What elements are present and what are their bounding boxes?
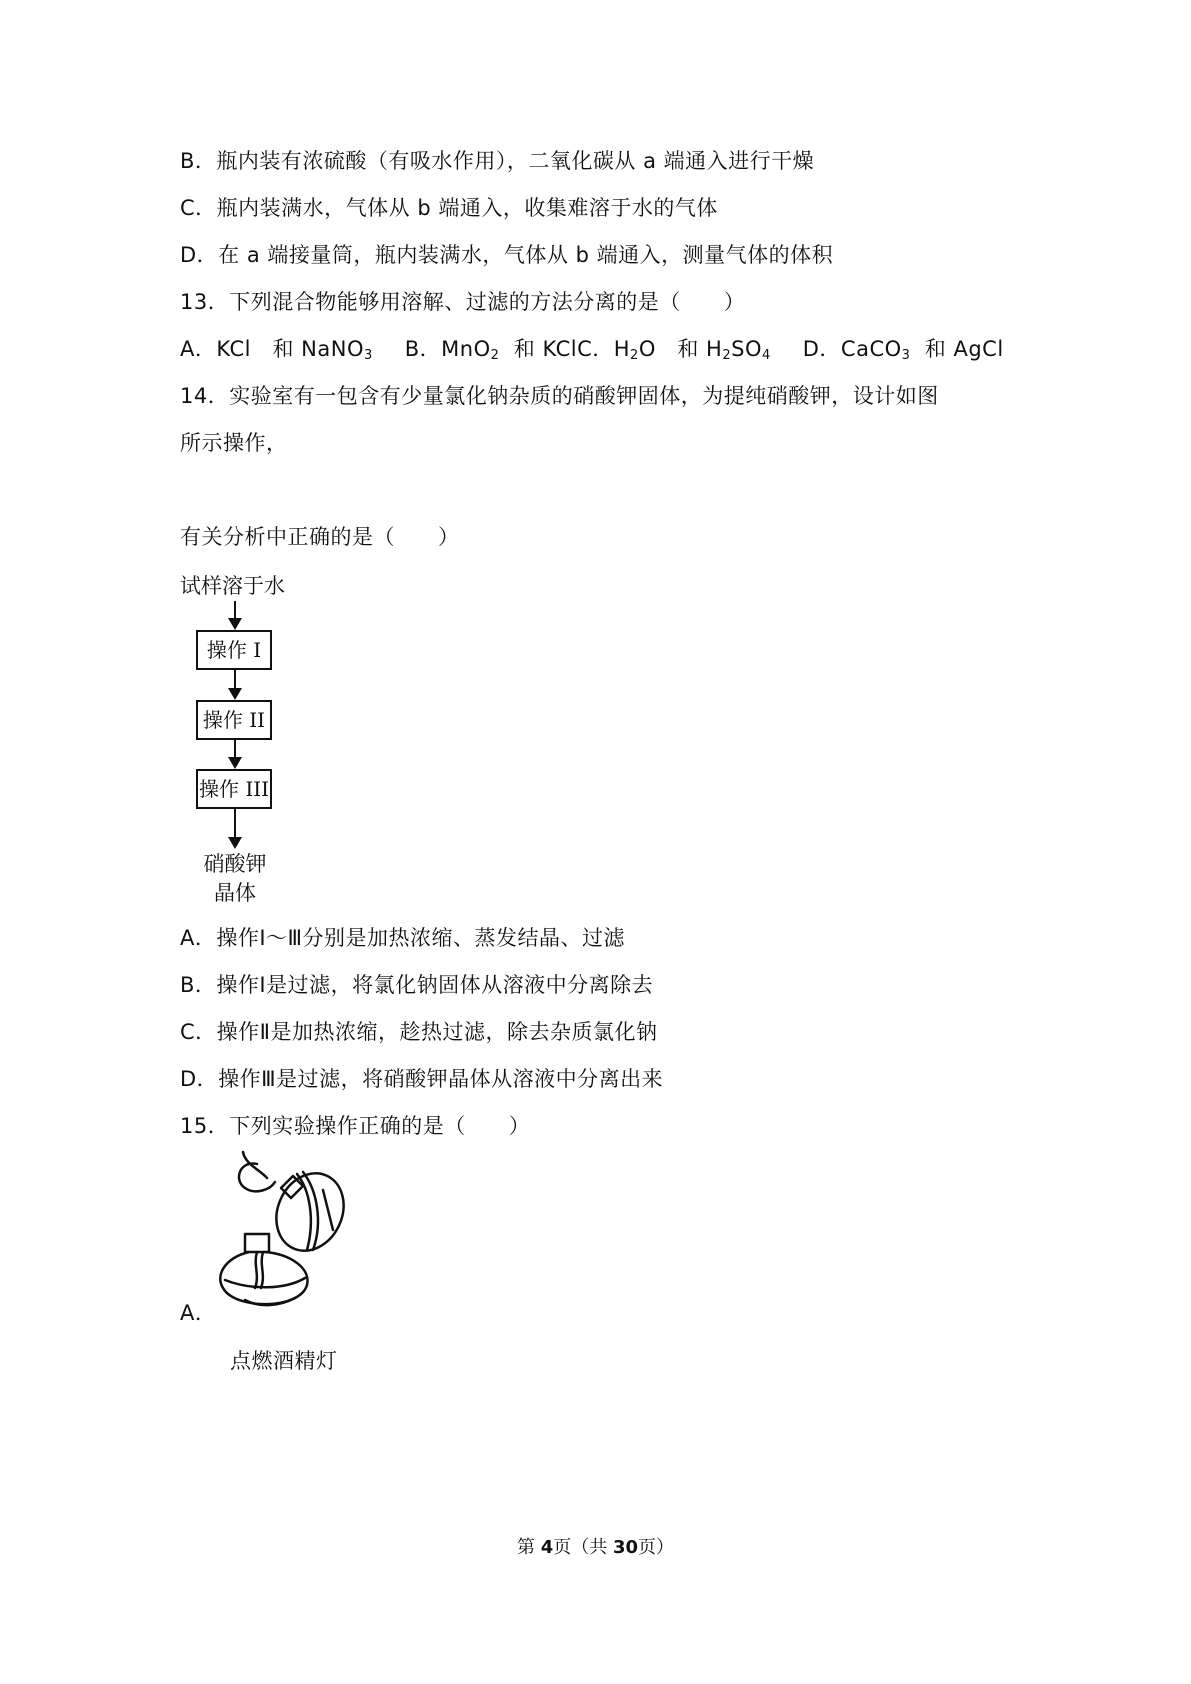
- q13-options: [180, 334, 1004, 371]
- q15-option-a-caption: 点燃酒精灯: [230, 1349, 338, 1373]
- q13-option-d: D．CaCO$_3$ 和 AgCl: [802, 337, 1004, 363]
- flow-step-3: 操作 III: [196, 769, 272, 809]
- flow-end-label: 硝酸钾 晶体: [203, 852, 267, 905]
- q14-option-c: C．操作Ⅱ是加热浓缩，趁热过滤，除去杂质氯化钠: [180, 1020, 658, 1044]
- flow-step-2: 操作 II: [196, 700, 272, 740]
- flow-arrow-2: [234, 670, 236, 690]
- alcohol-lamp-illustration: [215, 1150, 365, 1320]
- flow-step-1: 操作 I: [196, 630, 272, 670]
- q14-option-b: B．操作Ⅰ是过滤，将氯化钠固体从溶液中分离除去: [180, 973, 654, 997]
- flow-start-label: 试样溶于水: [180, 574, 285, 598]
- q12-option-b: B．瓶内装有浓硫酸（有吸水作用），二氧化碳从 a 端通入进行干燥: [180, 149, 815, 173]
- footer-total-pages: 30: [612, 1537, 639, 1558]
- q13-stem: 13．下列混合物能够用溶解、过滤的方法分离的是（ ）: [180, 290, 746, 314]
- q15-option-a-label: A．: [180, 1301, 217, 1325]
- flow-arrowhead-1: [228, 618, 242, 630]
- tilted-lamp-icon: [239, 1152, 356, 1262]
- flow-arrowhead-4: [228, 837, 242, 849]
- q14-option-d: D．操作Ⅲ是过滤，将硝酸钾晶体从溶液中分离出来: [180, 1067, 664, 1091]
- q14-option-a: A．操作Ⅰ～Ⅲ分别是加热浓缩、蒸发结晶、过滤: [180, 926, 626, 950]
- q14-question: 有关分析中正确的是（ ）: [180, 525, 460, 549]
- lower-lamp-icon: [220, 1234, 307, 1305]
- q13-option-a: A．KCl 和 NaNO$_3$: [180, 337, 373, 363]
- q12-option-c: C．瓶内装满水，气体从 b 端通入，收集难溶于水的气体: [180, 196, 718, 220]
- footer-page-number: 4: [540, 1537, 554, 1558]
- q14-stem-line2: 所示操作，: [180, 431, 288, 455]
- flow-arrowhead-2: [228, 688, 242, 700]
- page-footer: 第 4页（共 30页）: [516, 1537, 675, 1558]
- q13-option-c: C．$H_2O$ 和 $H_2SO_4$: [577, 337, 771, 363]
- q14-stem-line1: 14．实验室有一包含有少量氯化钠杂质的硝酸钾固体，为提纯硝酸钾，设计如图: [180, 384, 939, 408]
- flow-arrowhead-3: [228, 757, 242, 769]
- q13-option-b: B．MnO$_2$ 和 KCl: [404, 337, 578, 363]
- flow-arrow-4: [234, 809, 236, 839]
- q15-stem: 15．下列实验操作正确的是（ ）: [180, 1114, 531, 1138]
- q12-option-d: D．在 a 端接量筒，瓶内装满水，气体从 b 端通入，测量气体的体积: [180, 243, 834, 267]
